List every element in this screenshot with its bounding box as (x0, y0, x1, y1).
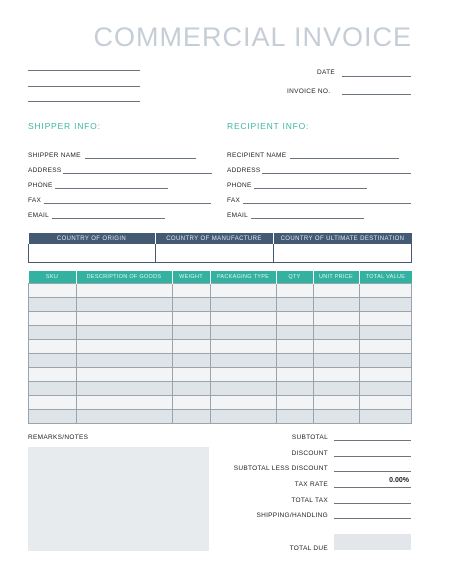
discount-label: DISCOUNT (291, 450, 328, 457)
table-row (29, 312, 412, 326)
table-row (29, 354, 412, 368)
destination-header: COUNTRY OF ULTIMATE DESTINATION (273, 233, 412, 244)
shipper-phone-field[interactable] (55, 188, 168, 189)
table-row (29, 368, 412, 382)
total-value-header: TOTAL VALUE (359, 271, 412, 284)
items-body (29, 284, 412, 424)
total-tax-field[interactable] (334, 503, 411, 504)
shipper-fax-label: FAX (28, 197, 42, 204)
discount-field[interactable] (334, 456, 411, 457)
packaging-header: PACKAGING TYPE (210, 271, 276, 284)
recipient-phone-field[interactable] (254, 188, 367, 189)
table-row (29, 298, 412, 312)
subtotal-field[interactable] (334, 440, 411, 441)
subtotal-less-discount-field[interactable] (334, 471, 411, 472)
recipient-email-label: EMAIL (227, 212, 249, 219)
origin-cell[interactable] (29, 244, 156, 263)
recipient-fax-label: FAX (227, 197, 241, 204)
shipping-label: SHIPPING/HANDLING (256, 512, 328, 519)
tax-rate-value[interactable]: 0.00% (389, 477, 409, 484)
sku-header: SKU (29, 271, 77, 284)
tax-rate-field (334, 487, 411, 488)
shipper-email-field[interactable] (52, 218, 165, 219)
address-line-3[interactable] (28, 101, 140, 102)
recipient-name-field[interactable] (290, 158, 399, 159)
subtotal-less-discount-label: SUBTOTAL LESS DISCOUNT (233, 465, 328, 472)
table-row (29, 326, 412, 340)
table-row (29, 382, 412, 396)
shipper-heading: SHIPPER INFO: (28, 121, 101, 131)
weight-header: WEIGHT (172, 271, 210, 284)
date-field[interactable] (342, 76, 411, 77)
origin-table (28, 233, 412, 263)
recipient-name-label: RECIPIENT NAME (227, 152, 287, 159)
total-due-field[interactable] (334, 534, 411, 550)
description-header: DESCRIPTION OF GOODS (76, 271, 172, 284)
recipient-address-label: ADDRESS (227, 167, 261, 174)
shipper-name-field[interactable] (85, 158, 196, 159)
manufacture-header: COUNTRY OF MANUFACTURE (155, 233, 273, 244)
shipping-field[interactable] (334, 518, 411, 519)
table-row (29, 410, 412, 424)
qty-header: QTY (276, 271, 313, 284)
items-table (28, 271, 412, 424)
page-title: COMMERCIAL INVOICE (93, 22, 412, 52)
recipient-heading: RECIPIENT INFO: (227, 121, 310, 131)
manufacture-cell[interactable] (155, 244, 273, 263)
address-line-1[interactable] (28, 70, 140, 71)
total-due-label: TOTAL DUE (289, 545, 328, 552)
shipper-address-label: ADDRESS (28, 167, 62, 174)
shipper-phone-label: PHONE (28, 182, 53, 189)
recipient-fax-field[interactable] (243, 203, 411, 204)
shipper-fax-field[interactable] (44, 203, 211, 204)
recipient-address-field[interactable] (262, 173, 411, 174)
date-label: DATE (317, 69, 336, 76)
table-row (29, 396, 412, 410)
shipper-name-label: SHIPPER NAME (28, 152, 81, 159)
tax-rate-label: TAX RATE (294, 481, 328, 488)
table-row (29, 284, 412, 298)
subtotal-label: SUBTOTAL (291, 434, 328, 441)
shipper-address-field[interactable] (63, 173, 212, 174)
unit-price-header: UNIT PRICE (313, 271, 359, 284)
recipient-phone-label: PHONE (227, 182, 252, 189)
recipient-email-field[interactable] (251, 218, 364, 219)
invoice-no-field[interactable] (342, 94, 411, 95)
total-tax-label: TOTAL TAX (291, 497, 328, 504)
shipper-email-label: EMAIL (28, 212, 50, 219)
table-row (29, 340, 412, 354)
address-line-2[interactable] (28, 86, 140, 87)
origin-header: COUNTRY OF ORIGIN (29, 233, 156, 244)
remarks-box[interactable] (28, 447, 209, 551)
remarks-label: REMARKS/NOTES (28, 434, 89, 441)
invoice-no-label: INVOICE NO. (287, 88, 331, 95)
destination-cell[interactable] (273, 244, 412, 263)
